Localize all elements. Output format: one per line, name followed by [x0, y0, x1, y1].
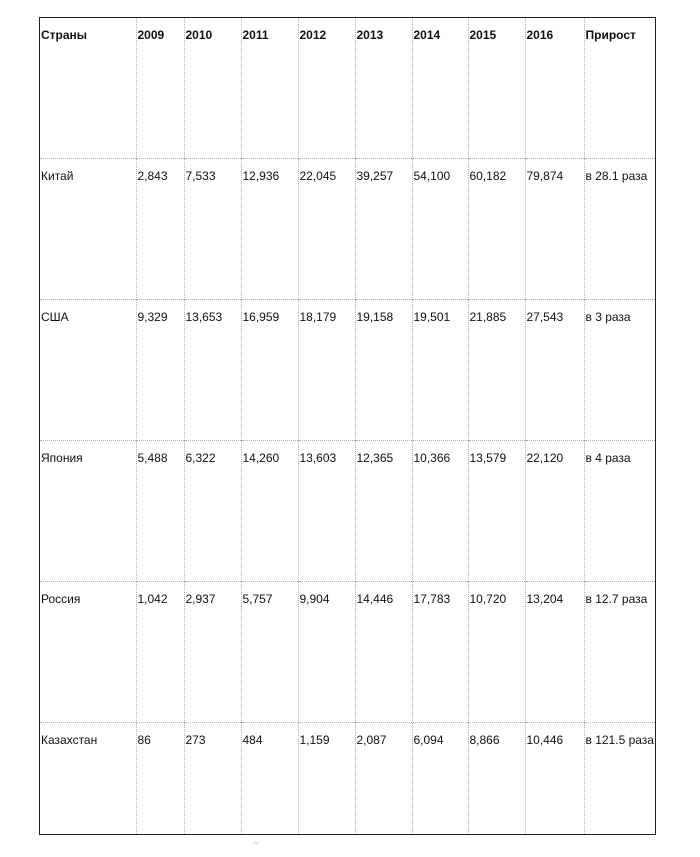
- header-row: [40, 18, 655, 158]
- value-cell: 39,257: [355, 158, 412, 299]
- value-cell: 17,783: [412, 581, 468, 722]
- header-cell-2016: 2016: [525, 18, 584, 158]
- growth-cell: в 121.5 раза: [584, 722, 655, 834]
- value-cell: 19,501: [412, 299, 468, 440]
- value-cell: 12,936: [241, 158, 298, 299]
- value-cell: 10,720: [468, 581, 525, 722]
- value-cell: 6,322: [184, 440, 241, 581]
- value-cell: 54,100: [412, 158, 468, 299]
- country-cell: Казахстан: [40, 722, 136, 834]
- value-cell: 13,603: [298, 440, 355, 581]
- value-cell: 5,757: [241, 581, 298, 722]
- header-cell-2013: 2013: [355, 18, 412, 158]
- value-cell: 2,937: [184, 581, 241, 722]
- country-cell: Япония: [40, 440, 136, 581]
- value-cell: 1,042: [136, 581, 184, 722]
- growth-cell: в 4 раза: [584, 440, 655, 581]
- value-cell: 14,446: [355, 581, 412, 722]
- value-cell: 18,179: [298, 299, 355, 440]
- value-cell: 484: [241, 722, 298, 834]
- value-cell: 6,094: [412, 722, 468, 834]
- header-cell-2011: 2011: [241, 18, 298, 158]
- value-cell: 86: [136, 722, 184, 834]
- growth-cell: в 28.1 раза: [584, 158, 655, 299]
- value-cell: 60,182: [468, 158, 525, 299]
- table-row: [40, 581, 655, 722]
- table-row: [40, 158, 655, 299]
- value-cell: 22,120: [525, 440, 584, 581]
- data-table-container: [39, 17, 656, 835]
- table-row: [40, 440, 655, 581]
- table-row: [40, 722, 655, 834]
- value-cell: 2,087: [355, 722, 412, 834]
- header-cell-2014: 2014: [412, 18, 468, 158]
- header-cell-2015: 2015: [468, 18, 525, 158]
- value-cell: 9,329: [136, 299, 184, 440]
- header-cell-growth: Прирост: [584, 18, 655, 158]
- country-cell: Россия: [40, 581, 136, 722]
- value-cell: 16,959: [241, 299, 298, 440]
- header-cell-2012: 2012: [298, 18, 355, 158]
- country-cell: Китай: [40, 158, 136, 299]
- header-cell-country: Страны: [41, 28, 88, 42]
- value-cell: 12,365: [355, 440, 412, 581]
- value-cell: 9,904: [298, 581, 355, 722]
- value-cell: 2,843: [136, 158, 184, 299]
- value-cell: 10,366: [412, 440, 468, 581]
- country-cell: США: [40, 299, 136, 440]
- data-table: [40, 18, 655, 834]
- value-cell: 8,866: [468, 722, 525, 834]
- value-cell: 19,158: [355, 299, 412, 440]
- value-cell: 21,885: [468, 299, 525, 440]
- header-cell-2009: 2009: [136, 18, 184, 158]
- value-cell: 5,488: [136, 440, 184, 581]
- value-cell: 13,204: [525, 581, 584, 722]
- footer-mark: ≈: [254, 838, 259, 848]
- growth-cell: в 3 раза: [584, 299, 655, 440]
- value-cell: 13,653: [184, 299, 241, 440]
- value-cell: 14,260: [241, 440, 298, 581]
- value-cell: 13,579: [468, 440, 525, 581]
- header-cell-2010: 2010: [184, 18, 241, 158]
- table-row: [40, 299, 655, 440]
- value-cell: 1,159: [298, 722, 355, 834]
- value-cell: 273: [184, 722, 241, 834]
- value-cell: 10,446: [525, 722, 584, 834]
- value-cell: 22,045: [298, 158, 355, 299]
- value-cell: 27,543: [525, 299, 584, 440]
- growth-cell: в 12.7 раза: [584, 581, 655, 722]
- value-cell: 79,874: [525, 158, 584, 299]
- value-cell: 7,533: [184, 158, 241, 299]
